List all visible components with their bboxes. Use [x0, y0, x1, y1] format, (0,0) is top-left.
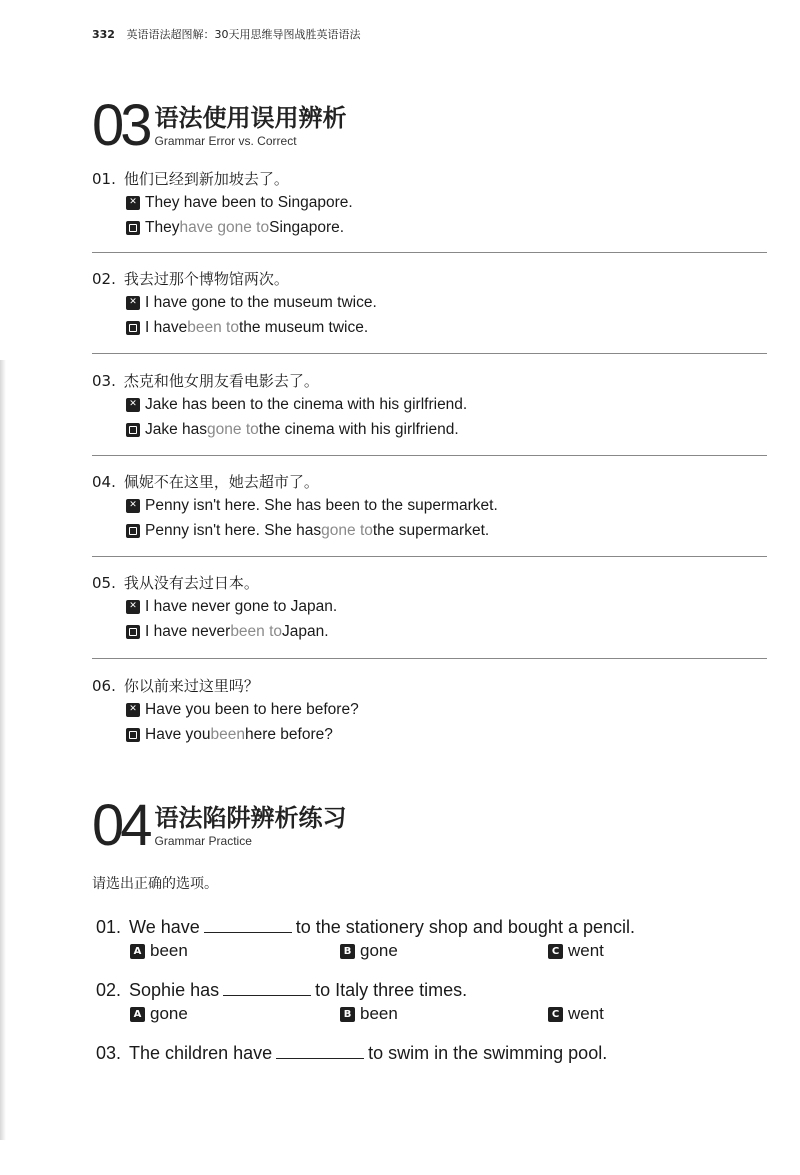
section-04-heading: [92, 793, 347, 858]
practice-question: 01. We have to the stationery shop and bought a pencil. A been B gone C went: [96, 915, 776, 963]
answer-blank: [204, 916, 292, 933]
instruction: 请选出正确的选项。: [92, 876, 218, 892]
wrong-mark-icon: [126, 398, 140, 412]
option-letter-icon: A: [130, 1007, 145, 1022]
item-number: 05.: [92, 574, 116, 592]
wrong-mark-icon: [126, 703, 140, 717]
item-chinese: 我去过那个博物馆两次。: [123, 270, 289, 288]
book-title: 英语语法超图解：30天用思维导图战胜英语语法: [126, 28, 361, 41]
divider: [92, 658, 767, 659]
section-03-heading: [92, 93, 347, 158]
section-title-en: Grammar Error vs. Correct: [154, 134, 297, 148]
correct-sentence: They have gone to Singapore.: [126, 215, 767, 240]
page-number: 332: [92, 28, 115, 41]
answer-blank: [223, 979, 311, 996]
section-title-zh: 语法陷阱辨析练习: [154, 804, 347, 832]
wrong-sentence: ✕ I have gone to the museum twice.: [126, 290, 767, 315]
wrong-sentence: ✕ Jake has been to the cinema with his girlfriend.: [126, 392, 767, 417]
correct-mark-icon: [126, 524, 140, 538]
item-number: 04.: [92, 473, 116, 491]
option-letter-icon: A: [130, 944, 145, 959]
wrong-mark-icon: [126, 196, 140, 210]
correct-sentence: Have you been here before?: [126, 722, 767, 747]
option-a[interactable]: A gone: [130, 1004, 188, 1024]
wrong-sentence: ✕ Penny isn't here. She has been to the supermarket.: [126, 493, 767, 518]
correct-mark-icon: [126, 221, 140, 235]
wrong-sentence: ✕ They have been to Singapore.: [126, 190, 767, 215]
binder-shadow: [0, 360, 6, 1140]
wrong-mark-icon: [126, 600, 140, 614]
option-a[interactable]: A been: [130, 941, 188, 961]
wrong-sentence: ✕ I have never gone to Japan.: [126, 594, 767, 619]
option-b[interactable]: B gone: [340, 941, 398, 961]
wrong-mark-icon: [126, 499, 140, 513]
correct-mark-icon: [126, 423, 140, 437]
item-number: 01.: [92, 170, 116, 188]
answer-blank: [276, 1042, 364, 1059]
answer-options: [96, 939, 776, 963]
correct-mark-icon: [126, 728, 140, 742]
wrong-mark-icon: [126, 296, 140, 310]
correct-mark-icon: [126, 625, 140, 639]
option-letter-icon: B: [340, 944, 355, 959]
correct-sentence: Jake has gone to the cinema with his girlfriend.: [126, 417, 767, 442]
error-item: [92, 268, 767, 340]
section-number: 03: [92, 93, 149, 158]
error-item: [92, 572, 767, 644]
item-chinese: 你以前来过这里吗？: [123, 677, 259, 695]
section-title-en: Grammar Practice: [154, 834, 252, 848]
divider: [92, 455, 767, 456]
practice-question: 03. The children have to swim in the swimming pool.: [96, 1043, 608, 1063]
divider: [92, 252, 767, 253]
item-chinese: 杰克和他女朋友看电影去了。: [123, 372, 319, 390]
item-number: 03.: [92, 372, 116, 390]
option-letter-icon: B: [340, 1007, 355, 1022]
practice-question: 02. Sophie has to Italy three times. A gone B been C went: [96, 978, 776, 1026]
wrong-sentence: ✕ Have you been to here before?: [126, 697, 767, 722]
option-c[interactable]: C went: [548, 1004, 604, 1024]
answer-options: [96, 1002, 776, 1026]
divider: [92, 556, 767, 557]
section-title-zh: 语法使用误用辨析: [154, 104, 347, 132]
divider: [92, 353, 767, 354]
item-chinese: 他们已经到新加坡去了。: [123, 170, 289, 188]
section-number: 04: [92, 793, 149, 858]
option-b[interactable]: B been: [340, 1004, 398, 1024]
item-number: 02.: [92, 270, 116, 288]
option-letter-icon: C: [548, 944, 563, 959]
correct-mark-icon: [126, 321, 140, 335]
error-item: [92, 471, 767, 543]
option-c[interactable]: C went: [548, 941, 604, 961]
correct-sentence: I have been to the museum twice.: [126, 315, 767, 340]
error-item: [92, 675, 767, 747]
error-item: [92, 370, 767, 442]
correct-sentence: I have never been to Japan.: [126, 619, 767, 644]
option-letter-icon: C: [548, 1007, 563, 1022]
item-number: 06.: [92, 677, 116, 695]
page-header: [92, 26, 360, 42]
correct-sentence: Penny isn't here. She has gone to the supermarket.: [126, 518, 767, 543]
item-chinese: 佩妮不在这里，她去超市了。: [123, 473, 319, 491]
error-item: [92, 168, 767, 240]
item-chinese: 我从没有去过日本。: [123, 574, 259, 592]
